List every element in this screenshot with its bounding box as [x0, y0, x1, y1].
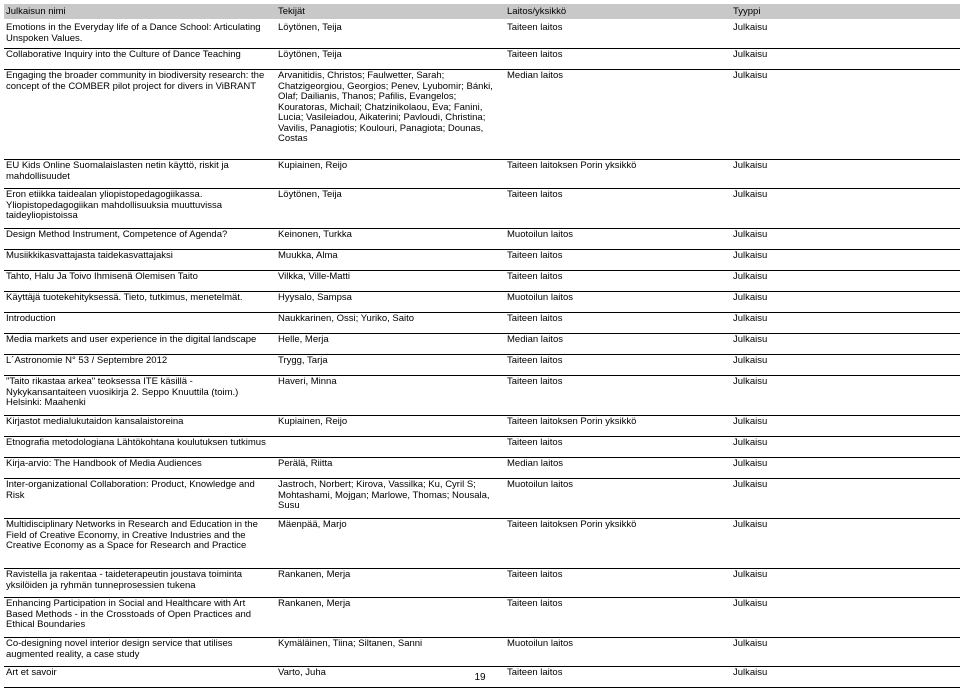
- header-type: Tyyppi: [731, 4, 960, 21]
- table-row: [4, 189, 960, 229]
- row-authors: Haveri, Minna: [276, 376, 505, 416]
- row-title: Introduction: [4, 313, 276, 334]
- row-authors: Rankanen, Merja: [276, 598, 505, 638]
- row-title: Musiikkikasvattajasta taidekasvattajaksi: [4, 250, 276, 271]
- row-title: Inter-organizational Collaboration: Product, Knowledge and Risk: [4, 479, 276, 519]
- row-title: Engaging the broader community in biodiversity research: the concept of the COMBER pilot project for divers in ViBRANT: [4, 70, 276, 160]
- row-authors: Mäenpää, Marjo: [276, 519, 505, 569]
- row-type: Julkaisu: [731, 479, 960, 519]
- table-row: [4, 292, 960, 313]
- row-authors: Hyysalo, Sampsa: [276, 292, 505, 313]
- row-authors: Löytönen, Teija: [276, 21, 505, 49]
- row-type: Julkaisu: [731, 667, 960, 688]
- row-type: Julkaisu: [731, 250, 960, 271]
- row-type: Julkaisu: [731, 271, 960, 292]
- table-row: [4, 569, 960, 598]
- table-row: [4, 49, 960, 70]
- row-title: Tahto, Halu Ja Toivo Ihmisenä Olemisen Taito: [4, 271, 276, 292]
- row-authors: Kupiainen, Reijo: [276, 160, 505, 189]
- table-row: [4, 334, 960, 355]
- table-row: [4, 271, 960, 292]
- row-unit: Muotoilun laitos: [505, 479, 731, 519]
- table-row: [4, 21, 960, 49]
- row-type: Julkaisu: [731, 21, 960, 49]
- row-authors: Vilkka, Ville-Matti: [276, 271, 505, 292]
- row-title: Käyttäjä tuotekehityksessä. Tieto, tutkimus, menetelmät.: [4, 292, 276, 313]
- table-row: [4, 376, 960, 416]
- row-title: EU Kids Online Suomalaislasten netin käyttö, riskit ja mahdollisuudet: [4, 160, 276, 189]
- row-type: Julkaisu: [731, 458, 960, 479]
- row-authors: Keinonen, Turkka: [276, 229, 505, 250]
- row-title: Etnografia metodologiana Lähtökohtana koulutuksen tutkimus: [4, 437, 276, 458]
- table-row: [4, 437, 960, 458]
- row-title: Ravistella ja rakentaa - taideterapeutin joustava toiminta yksilöiden ja ryhmän tunneprosessien tukena: [4, 569, 276, 598]
- row-title: Kirja-arvio: The Handbook of Media Audiences: [4, 458, 276, 479]
- table-row: [4, 479, 960, 519]
- row-authors: Helle, Merja: [276, 334, 505, 355]
- row-unit: Muotoilun laitos: [505, 638, 731, 667]
- row-unit: Taiteen laitos: [505, 250, 731, 271]
- row-title: L´Astronomie N° 53 / Septembre 2012: [4, 355, 276, 376]
- row-type: Julkaisu: [731, 598, 960, 638]
- row-title: Art et savoir: [4, 667, 276, 688]
- row-title: Media markets and user experience in the digital landscape: [4, 334, 276, 355]
- row-unit: Taiteen laitos: [505, 189, 731, 229]
- row-title: Enhancing Participation in Social and Healthcare with Art Based Methods - in the Crosstoads of Open Practices and Ethical Boundaries: [4, 598, 276, 638]
- row-type: Julkaisu: [731, 189, 960, 229]
- row-unit: Taiteen laitos: [505, 667, 731, 688]
- row-title: Collaborative Inquiry into the Culture of Dance Teaching: [4, 49, 276, 70]
- row-authors: Naukkarinen, Ossi; Yuriko, Saito: [276, 313, 505, 334]
- row-type: Julkaisu: [731, 376, 960, 416]
- table-row: [4, 416, 960, 437]
- row-title: Kirjastot medialukutaidon kansalaistoreina: [4, 416, 276, 437]
- header-authors: Tekijät: [276, 4, 505, 21]
- row-unit: Median laitos: [505, 334, 731, 355]
- row-title: Co-designing novel interior design service that utilises augmented reality, a case study: [4, 638, 276, 667]
- row-type: Julkaisu: [731, 569, 960, 598]
- row-title: Eron etiikka taidealan yliopistopedagogiikassa. Yliopistopedagogiikan mahdollisuuksia muuttuvissa taideyliopistoissa: [4, 189, 276, 229]
- row-authors: Varto, Juha: [276, 667, 505, 688]
- row-type: Julkaisu: [731, 70, 960, 160]
- row-unit: Taiteen laitos: [505, 598, 731, 638]
- row-unit: Taiteen laitos: [505, 49, 731, 70]
- row-type: Julkaisu: [731, 416, 960, 437]
- row-unit: Muotoilun laitos: [505, 292, 731, 313]
- row-type: Julkaisu: [731, 49, 960, 70]
- row-unit: Taiteen laitos: [505, 569, 731, 598]
- row-type: Julkaisu: [731, 292, 960, 313]
- table-row: [4, 519, 960, 569]
- table-row: [4, 160, 960, 189]
- row-unit: Taiteen laitos: [505, 376, 731, 416]
- row-type: Julkaisu: [731, 229, 960, 250]
- table-row: [4, 70, 960, 160]
- row-authors: Trygg, Tarja: [276, 355, 505, 376]
- header-title: Julkaisun nimi: [4, 4, 276, 21]
- row-authors: Kymäläinen, Tiina; Siltanen, Sanni: [276, 638, 505, 667]
- row-title: Emotions in the Everyday life of a Dance School: Articulating Unspoken Values.: [4, 21, 276, 49]
- row-authors: Kupiainen, Reijo: [276, 416, 505, 437]
- row-authors: Löytönen, Teija: [276, 49, 505, 70]
- row-unit: Median laitos: [505, 458, 731, 479]
- table-row: [4, 229, 960, 250]
- row-authors: Jastroch, Norbert; Kirova, Vassilka; Ku, Cyril S; Mohtashami, Mojgan; Marlowe, Thomas; Nousala, Susu: [276, 479, 505, 519]
- row-authors: Löytönen, Teija: [276, 189, 505, 229]
- page-number: 19: [474, 672, 486, 683]
- row-authors: [276, 437, 505, 458]
- table-row: [4, 250, 960, 271]
- row-unit: Taiteen laitoksen Porin yksikkö: [505, 160, 731, 189]
- row-unit: Taiteen laitoksen Porin yksikkö: [505, 416, 731, 437]
- row-title: "Taito rikastaa arkea" teoksessa ITE käsillä - Nykykansantaiteen vuosikirja 2. Seppo Knuuttila (toim.) Helsinki: Maahenki: [4, 376, 276, 416]
- row-unit: Taiteen laitos: [505, 313, 731, 334]
- row-type: Julkaisu: [731, 355, 960, 376]
- row-authors: Perälä, Riitta: [276, 458, 505, 479]
- row-authors: Muukka, Alma: [276, 250, 505, 271]
- row-type: Julkaisu: [731, 313, 960, 334]
- table-header-row: [4, 4, 960, 21]
- row-unit: Taiteen laitos: [505, 355, 731, 376]
- row-type: Julkaisu: [731, 334, 960, 355]
- table-row: [4, 313, 960, 334]
- row-type: Julkaisu: [731, 638, 960, 667]
- table-row: [4, 598, 960, 638]
- row-title: Multidisciplinary Networks in Research and Education in the Field of Creative Economy, in Creative Industries and the Creative Economy as a Space for Research and Practice: [4, 519, 276, 569]
- row-type: Julkaisu: [731, 160, 960, 189]
- row-unit: Muotoilun laitos: [505, 229, 731, 250]
- publications-table: [4, 4, 960, 688]
- row-unit: Taiteen laitos: [505, 21, 731, 49]
- row-authors: Arvanitidis, Christos; Faulwetter, Sarah; Chatzigeorgiou, Georgios; Penev, Lyubomir; Bánki, Olaf; Dailianis, Thanos; Pafilis, Evangelos; Kouratoras, Michail; Chatzinikolaou, Eva; Fanini, Lucia; Vasileiadou, Aikaterini; Pavloudi, Christina; Vavilis, Panagiotis; Koulouri, Panagiota; Dounas, Costas: [276, 70, 505, 160]
- row-type: Julkaisu: [731, 437, 960, 458]
- row-type: Julkaisu: [731, 519, 960, 569]
- table-row: [4, 355, 960, 376]
- row-title: Design Method Instrument, Competence of Agenda?: [4, 229, 276, 250]
- table-row: [4, 458, 960, 479]
- row-unit: Taiteen laitos: [505, 437, 731, 458]
- table-row: [4, 638, 960, 667]
- row-unit: Taiteen laitoksen Porin yksikkö: [505, 519, 731, 569]
- header-unit: Laitos/yksikkö: [505, 4, 731, 21]
- row-unit: Median laitos: [505, 70, 731, 160]
- row-authors: Rankanen, Merja: [276, 569, 505, 598]
- row-unit: Taiteen laitos: [505, 271, 731, 292]
